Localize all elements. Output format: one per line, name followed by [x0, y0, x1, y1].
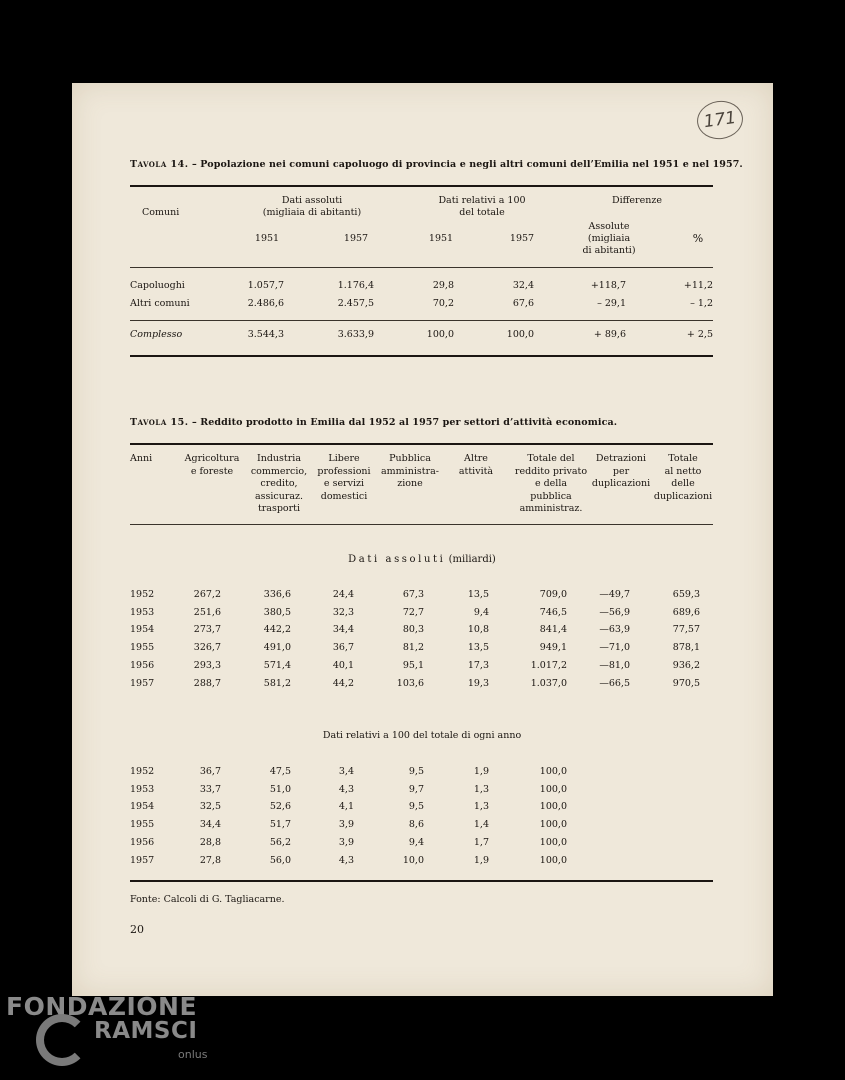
- t15-cell-anno: 1954: [130, 624, 155, 636]
- t15-h-pubblica: amministra-: [381, 465, 439, 477]
- t14-total-name: Complesso: [130, 329, 183, 340]
- t15-cell-altre: 17,3: [467, 659, 489, 671]
- t15-cell-altre: 1,9: [473, 854, 489, 866]
- logo-line3: onlus: [178, 1048, 208, 1061]
- t15-cell-pubblica: 81,2: [402, 642, 424, 654]
- t15-cell-detrazioni: —66,5: [599, 677, 630, 689]
- t15-cell-pubblica: 9,5: [408, 801, 424, 813]
- table15-header-rule: [130, 524, 713, 525]
- t14-row-name: Altri comuni: [130, 298, 190, 309]
- t15-cell-altre: 1,7: [473, 836, 489, 848]
- t15-cell-totale: 949,1: [539, 642, 567, 654]
- t15-h-anni: Anni: [130, 453, 153, 464]
- t15-h-detrazioni: per: [612, 465, 630, 477]
- t15-cell-totale: 100,0: [539, 766, 567, 777]
- archive-stamp: 171: [695, 98, 746, 142]
- t15-h-totale: Totale del: [527, 453, 575, 464]
- t15-cell-industria: 56,2: [269, 836, 291, 848]
- t14-h-differenze: Differenze: [612, 195, 662, 206]
- t15-h-detrazioni: duplicazioni: [591, 478, 651, 490]
- t15-h-totale: e della: [534, 478, 568, 490]
- t15-cell-totale: 100,0: [539, 801, 567, 813]
- t15-cell-libere: 40,1: [332, 659, 354, 671]
- t15-cell-pubblica: 95,1: [402, 659, 424, 671]
- page-number: 20: [130, 923, 144, 936]
- table15-title: – Reddito prodotto in Emilia dal 1952 al 1957 per settori d’attività economica.: [192, 417, 618, 428]
- t14-row-a1957: 1.176,4: [337, 280, 374, 291]
- t15-h-agricoltura: e foreste: [190, 465, 234, 477]
- t15-cell-anno: 1952: [130, 766, 155, 777]
- document-page: [72, 83, 773, 996]
- t15-cell-industria: 56,0: [269, 854, 291, 866]
- t15-cell-industria: 571,4: [263, 659, 291, 671]
- t15-cell-netto: 970,5: [672, 677, 700, 689]
- fondazione-gramsci-logo: [6, 992, 216, 1074]
- t15-h-totale: pubblica: [530, 490, 572, 502]
- logo-line2: RAMSCI: [94, 1018, 198, 1044]
- t14-row-pct: +11,2: [683, 280, 713, 291]
- t14-row-r1957: 67,6: [512, 298, 534, 309]
- t15-cell-agricoltura: 251,6: [193, 606, 221, 618]
- t15-h-libere: domestici: [320, 490, 368, 502]
- t15-cell-altre: 9,4: [473, 606, 489, 618]
- t15-cell-agricoltura: 36,7: [199, 766, 221, 777]
- t15-cell-altre: 1,4: [473, 819, 489, 831]
- t15-cell-anno: 1956: [130, 659, 155, 671]
- t15-h-netto: duplicazioni: [653, 490, 713, 502]
- t15-h-industria: commercio,: [250, 465, 308, 477]
- t15-cell-totale: 100,0: [539, 854, 567, 866]
- logo-g-mark: [36, 1014, 88, 1066]
- table15-top-rule: [130, 443, 713, 445]
- t15-h-industria: assicuraz.: [254, 490, 304, 502]
- t15-cell-totale: 100,0: [539, 819, 567, 831]
- t14-row-a1957: 2.457,5: [337, 298, 374, 309]
- t15-cell-agricoltura: 293,3: [193, 659, 221, 671]
- t15-cell-detrazioni: —49,7: [599, 589, 630, 600]
- t15-cell-anno: 1953: [130, 783, 155, 795]
- t14-total-r1957: 100,0: [506, 329, 534, 340]
- t15-cell-industria: 52,6: [269, 801, 291, 813]
- t15-cell-industria: 442,2: [263, 624, 291, 636]
- table15-label: Tavola 15.: [130, 417, 189, 428]
- t15-cell-libere: 4,3: [338, 783, 354, 795]
- t15-h-libere: professioni: [317, 465, 371, 477]
- t14-h-1957a: 1957: [343, 233, 369, 244]
- t15-cell-netto: 77,57: [672, 624, 700, 636]
- t14-total-abs: + 89,6: [593, 329, 626, 340]
- t14-total-a1951: 3.544,3: [247, 329, 284, 340]
- t15-cell-industria: 380,5: [263, 606, 291, 618]
- t15-h-netto: Totale: [668, 453, 698, 464]
- t15-section1-title-a: Dati assoluti: [348, 554, 446, 565]
- t14-h-relativi-sub: del totale: [459, 207, 505, 218]
- t15-cell-libere: 4,1: [338, 801, 354, 813]
- t15-cell-agricoltura: 288,7: [193, 677, 221, 689]
- t15-cell-agricoltura: 27,8: [199, 854, 221, 866]
- t14-h-1957b: 1957: [509, 233, 535, 244]
- t15-cell-pubblica: 67,3: [402, 589, 424, 600]
- t14-row-a1951: 2.486,6: [247, 298, 284, 309]
- t14-total-pct: + 2,5: [686, 329, 713, 340]
- t15-h-netto: delle: [671, 478, 695, 490]
- t15-cell-pubblica: 10,0: [402, 854, 424, 866]
- source-note: Fonte: Calcoli di G. Tagliacarne.: [130, 894, 285, 905]
- t15-h-industria: trasporti: [257, 503, 301, 515]
- t15-h-netto: al netto: [664, 465, 702, 477]
- t15-cell-pubblica: 9,5: [408, 766, 424, 777]
- t15-cell-industria: 491,0: [263, 642, 291, 654]
- t15-cell-industria: 51,7: [269, 819, 291, 831]
- t15-h-totale: amministraz.: [519, 503, 583, 515]
- t14-h-pct: %: [692, 232, 704, 245]
- t15-cell-netto: 659,3: [672, 589, 700, 600]
- t15-cell-altre: 1,3: [473, 801, 489, 813]
- t15-h-pubblica: Pubblica: [389, 453, 431, 464]
- t15-cell-pubblica: 9,4: [408, 836, 424, 848]
- t14-h-assolute: Assolute: [588, 221, 630, 232]
- t15-h-altre: attività: [458, 465, 494, 477]
- t14-row-r1957: 32,4: [512, 280, 534, 291]
- t14-row-pct: – 1,2: [690, 298, 713, 309]
- t15-cell-libere: 32,3: [332, 606, 354, 618]
- t15-cell-altre: 13,5: [467, 642, 489, 654]
- t15-cell-industria: 47,5: [269, 766, 291, 777]
- t15-cell-pubblica: 9,7: [408, 783, 424, 795]
- t15-cell-agricoltura: 273,7: [193, 624, 221, 636]
- t15-cell-totale: 100,0: [539, 836, 567, 848]
- t15-cell-libere: 4,3: [338, 854, 354, 866]
- t15-cell-agricoltura: 34,4: [199, 819, 221, 831]
- table14-total-rule: [130, 320, 713, 321]
- t15-h-altre: Altre: [464, 453, 488, 464]
- t15-cell-totale: 1.017,2: [530, 659, 567, 671]
- t15-h-libere: e servizi: [323, 478, 365, 490]
- t14-h-assoluti: Dati assoluti: [281, 195, 343, 206]
- table14-title: – Popolazione nei comuni capoluogo di provincia e negli altri comuni dell’Emilia nel 1951 e nel 1957.: [192, 159, 743, 170]
- t15-cell-agricoltura: 326,7: [193, 642, 221, 654]
- t15-cell-anno: 1954: [130, 801, 155, 813]
- t15-cell-netto: 878,1: [672, 642, 700, 654]
- t15-cell-agricoltura: 28,8: [199, 836, 221, 848]
- t15-cell-industria: 51,0: [269, 783, 291, 795]
- table14-header-rule: [130, 267, 713, 268]
- t15-h-detrazioni: Detrazioni: [595, 453, 647, 464]
- t15-h-totale: reddito privato: [514, 465, 588, 477]
- t15-cell-detrazioni: —63,9: [599, 624, 630, 636]
- t14-h-comuni: Comuni: [142, 207, 180, 218]
- t15-cell-pubblica: 72,7: [402, 606, 424, 618]
- t14-h-relativi: Dati relativi a 100: [438, 195, 526, 206]
- t15-cell-altre: 1,9: [473, 766, 489, 777]
- t14-h-1951b: 1951: [428, 233, 454, 244]
- t15-cell-totale: 709,0: [539, 589, 567, 600]
- t15-cell-anno: 1957: [130, 677, 155, 689]
- t15-cell-altre: 19,3: [467, 677, 489, 689]
- t15-cell-pubblica: 80,3: [402, 624, 424, 636]
- t15-cell-agricoltura: 32,5: [199, 801, 221, 813]
- t15-cell-agricoltura: 33,7: [199, 783, 221, 795]
- logo-line1: FONDAZIONE: [6, 992, 198, 1021]
- t14-h-1951a: 1951: [254, 233, 280, 244]
- t15-cell-libere: 3,4: [338, 766, 354, 777]
- t14-row-r1951: 29,8: [432, 280, 454, 291]
- t15-h-libere: Libere: [328, 453, 360, 464]
- table15-caption: [130, 417, 617, 428]
- t15-cell-pubblica: 103,6: [396, 677, 424, 689]
- t14-row-r1951: 70,2: [432, 298, 454, 309]
- t15-cell-industria: 336,6: [263, 589, 291, 600]
- t14-row-abs: +118,7: [590, 280, 626, 291]
- t15-h-agricoltura: Agricoltura: [184, 453, 240, 464]
- t15-cell-detrazioni: —71,0: [599, 642, 630, 654]
- t15-cell-libere: 36,7: [332, 642, 354, 654]
- t14-h-assolute-sub: (migliaia: [587, 233, 631, 244]
- t15-cell-anno: 1953: [130, 606, 155, 618]
- t15-cell-netto: 936,2: [672, 659, 700, 671]
- t15-h-industria: credito,: [260, 478, 298, 490]
- table14-bottom-rule: [130, 355, 713, 357]
- t15-cell-detrazioni: —81,0: [599, 659, 630, 671]
- table14-top-rule: [130, 185, 713, 187]
- t15-cell-totale: 1.037,0: [530, 677, 567, 689]
- t15-cell-agricoltura: 267,2: [193, 589, 221, 600]
- t15-cell-netto: 689,6: [672, 606, 700, 618]
- t15-cell-altre: 13,5: [467, 589, 489, 600]
- t15-cell-pubblica: 8,6: [408, 819, 424, 831]
- t14-total-r1951: 100,0: [426, 329, 454, 340]
- t15-cell-anno: 1955: [130, 642, 155, 654]
- t15-cell-libere: 3,9: [338, 836, 354, 848]
- t15-section2-title: Dati relativi a 100 del totale di ogni anno: [322, 730, 522, 741]
- t15-cell-anno: 1955: [130, 819, 155, 831]
- t15-section1-title: [272, 554, 572, 567]
- t15-cell-altre: 10,8: [467, 624, 489, 636]
- table14-label: Tavola 14.: [130, 159, 189, 170]
- t15-cell-totale: 746,5: [539, 606, 567, 618]
- t15-cell-totale: 100,0: [539, 783, 567, 795]
- t15-section1-title-b: (miliardi): [448, 554, 496, 565]
- t15-cell-libere: 3,9: [338, 819, 354, 831]
- t14-total-a1957: 3.633,9: [337, 329, 374, 340]
- t14-row-abs: – 29,1: [597, 298, 626, 309]
- t15-cell-altre: 1,3: [473, 783, 489, 795]
- t14-h-assolute-sub2: di abitanti): [582, 245, 636, 256]
- t14-h-assoluti-sub: (migliaia di abitanti): [262, 207, 362, 218]
- t15-cell-libere: 24,4: [332, 589, 354, 600]
- t15-cell-anno: 1957: [130, 854, 155, 866]
- t15-cell-libere: 44,2: [332, 677, 354, 689]
- t15-cell-libere: 34,4: [332, 624, 354, 636]
- t15-h-pubblica: zione: [397, 478, 423, 490]
- t15-cell-totale: 841,4: [539, 624, 567, 636]
- t15-h-industria: Industria: [256, 453, 301, 464]
- t15-cell-industria: 581,2: [263, 677, 291, 689]
- table15-bottom-rule: [130, 880, 713, 882]
- t14-row-a1951: 1.057,7: [247, 280, 284, 291]
- t14-row-name: Capoluoghi: [130, 280, 185, 291]
- table14-caption: [130, 159, 743, 170]
- t15-cell-anno: 1956: [130, 836, 155, 848]
- t15-cell-detrazioni: —56,9: [599, 606, 630, 618]
- t15-cell-anno: 1952: [130, 589, 155, 600]
